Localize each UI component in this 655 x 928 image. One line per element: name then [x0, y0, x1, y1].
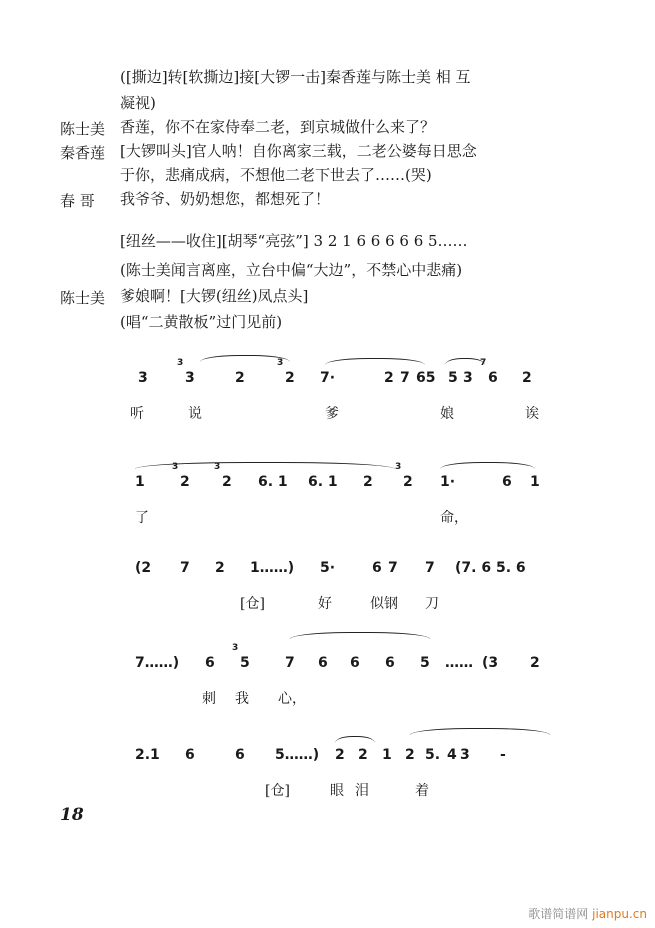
note: 2: [285, 370, 295, 386]
lyric: 说: [188, 406, 202, 422]
lyric: 听: [130, 406, 144, 422]
note: 6: [205, 655, 215, 671]
script-line: [大锣叫头]官人呐！自你离家三载，二老公婆每日思念: [120, 142, 477, 160]
note: 6. 1: [308, 474, 338, 490]
note: ……: [445, 655, 473, 671]
lyric: 似钢: [370, 596, 398, 612]
note: (7. 6 5. 6: [455, 560, 526, 576]
lyric: 眼: [330, 783, 344, 799]
speaker-label: 陈士美: [60, 120, 106, 138]
note: 6: [488, 370, 498, 386]
slur: [440, 462, 535, 469]
lyric: [仓]: [265, 783, 290, 799]
note: 6: [502, 474, 512, 490]
note: 7: [285, 655, 295, 671]
slur: [290, 632, 430, 639]
grace-note: 3: [232, 643, 239, 653]
script-line: ([撕边]转[软撕边]接[大锣一击]秦香莲与陈士美 相 互: [120, 68, 471, 86]
script-line: 香莲，你不在家侍奉二老，到京城做什么来了？: [120, 118, 436, 136]
grace-note: 3: [177, 358, 184, 368]
slur: [445, 358, 485, 365]
note: 3: [138, 370, 148, 386]
watermark: 歌谱简谱网 jianpu.cn: [528, 907, 647, 921]
note: 1: [382, 747, 392, 763]
lyric: 心，: [278, 691, 306, 707]
note: 2: [363, 474, 373, 490]
script-line: (唱“二黄散板”过门见前): [120, 313, 283, 331]
grace-note: 3: [214, 462, 221, 472]
note: 5·: [320, 560, 336, 576]
note: 5: [240, 655, 250, 671]
lyric: 娘: [440, 406, 454, 422]
note: 7·: [320, 370, 336, 386]
note: 2: [522, 370, 532, 386]
note: 5.: [425, 747, 441, 763]
script-line: [纽丝——收住][胡琴“亮弦”] 3 2 1 6 6 6 6 6 5……: [120, 232, 468, 250]
lyric: 爹: [325, 406, 339, 422]
note: 3: [185, 370, 195, 386]
note: 6: [185, 747, 195, 763]
note: 2: [235, 370, 245, 386]
note: 1……): [250, 560, 295, 576]
grace-note: 3: [395, 462, 402, 472]
note: 2: [384, 370, 394, 386]
lyric: 我: [235, 691, 249, 707]
note: 6: [235, 747, 245, 763]
note: 3: [463, 370, 473, 386]
note: 7: [180, 560, 190, 576]
script-line: (陈士美闻言离座，立台中偏“大边”，不禁心中悲痛): [120, 261, 463, 279]
note: 1: [530, 474, 540, 490]
note: 65: [416, 370, 436, 386]
note: 3: [460, 747, 470, 763]
note: 6: [350, 655, 360, 671]
note: 7: [400, 370, 410, 386]
lyric: 刺: [202, 691, 216, 707]
speaker-label: 春 哥: [60, 192, 95, 210]
note: 7: [425, 560, 435, 576]
lyric: [仓]: [240, 596, 265, 612]
note: 2: [335, 747, 345, 763]
note: 5: [420, 655, 430, 671]
lyric: 刀: [425, 596, 439, 612]
note: (3: [482, 655, 499, 671]
lyric: 着: [415, 783, 429, 799]
note: 6. 1: [258, 474, 288, 490]
note: 2: [358, 747, 368, 763]
note: 2: [403, 474, 413, 490]
script-line: 于你，悲痛成病，不想他二老下世去了……(哭): [120, 166, 432, 184]
lyric: 泪: [355, 783, 369, 799]
note: 7: [388, 560, 398, 576]
note: -: [500, 747, 506, 763]
slur: [135, 462, 395, 469]
slur: [325, 358, 425, 365]
note: 2.1: [135, 747, 160, 763]
script-line: 爹娘啊！[大锣(纽丝)凤点头]: [120, 287, 309, 305]
grace-note: 3: [277, 358, 284, 368]
slur: [200, 355, 290, 362]
note: 5: [448, 370, 458, 386]
lyric: 好: [318, 596, 332, 612]
lyric: 诶: [525, 406, 539, 422]
note: 2: [222, 474, 232, 490]
note: 6: [372, 560, 382, 576]
note: 6: [318, 655, 328, 671]
speaker-label: 陈士美: [60, 289, 106, 307]
script-line: 凝视): [120, 94, 156, 112]
speaker-label: 秦香莲: [60, 144, 106, 162]
note: 4: [447, 747, 457, 763]
note: 6: [385, 655, 395, 671]
page-number: 18: [60, 805, 84, 825]
grace-note: 3: [172, 462, 179, 472]
note: 2: [215, 560, 225, 576]
grace-note: 7: [480, 358, 487, 368]
lyric: 了: [135, 510, 149, 526]
lyric: 命，: [440, 510, 468, 526]
note: (2: [135, 560, 152, 576]
slur: [410, 728, 550, 735]
note: 1: [135, 474, 145, 490]
note: 2: [405, 747, 415, 763]
slur: [335, 736, 375, 743]
note: 5……): [275, 747, 320, 763]
script-line: 我爷爷、奶奶想您，都想死了！: [120, 190, 331, 208]
note: 2: [180, 474, 190, 490]
note: 1·: [440, 474, 456, 490]
note: 7……): [135, 655, 180, 671]
note: 2: [530, 655, 540, 671]
